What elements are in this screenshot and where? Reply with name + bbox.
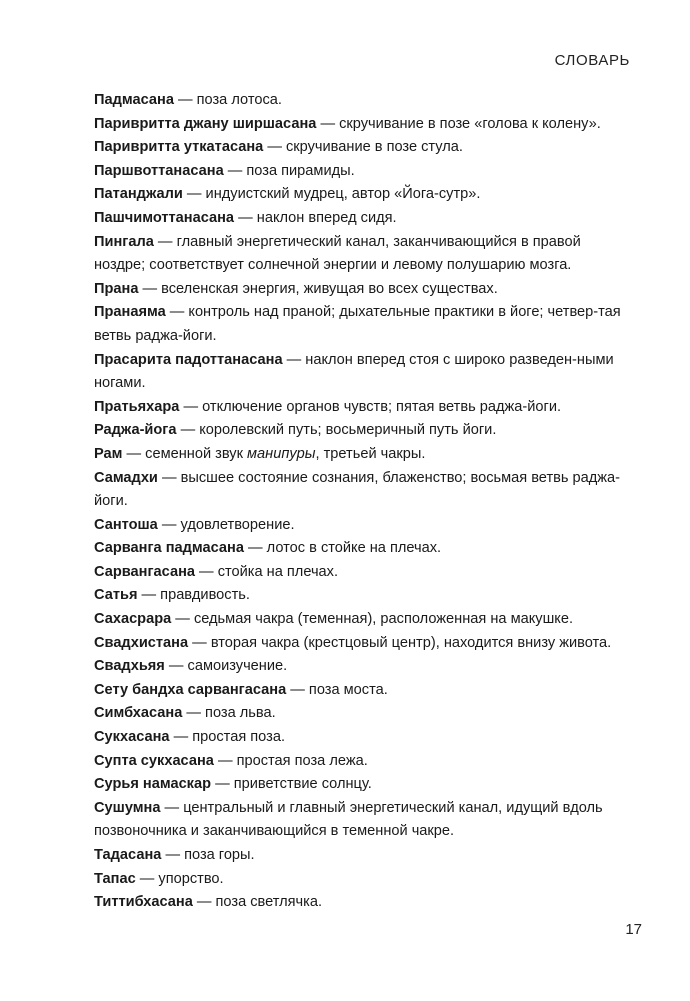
glossary-definition [188,658,288,674]
glossary-entry [94,726,624,750]
glossary-list [94,89,624,915]
definition-text: поза горы. [184,847,255,863]
glossary-term: Пашчимоттанасана [94,209,235,226]
term-dash: — [316,115,340,132]
term-dash: — [223,162,247,179]
glossary-term: Раджа-йога [94,422,177,439]
glossary-entry [94,655,624,679]
glossary-entry [94,160,624,184]
glossary-entry [94,136,624,160]
term-dash: — [286,681,309,698]
glossary-term: Паршвоттанасана [94,162,224,179]
term-dash: — [282,351,306,368]
glossary-entry [94,679,624,703]
glossary-term: Сарванга падмасана [94,540,244,557]
definition-text: поза моста. [308,681,388,698]
glossary-term: Сантоша [94,516,158,533]
glossary-entry [94,632,624,656]
glossary-definition [194,611,573,627]
term-dash: — [169,729,193,746]
glossary-definition [160,587,250,603]
definition-text: семенной звук [145,445,248,462]
definition-text: упорство. [158,870,224,887]
glossary-definition [339,116,601,132]
definition-text: удовлетворение. [180,516,295,533]
glossary-definition [309,682,388,698]
definition-text: простая поза лежа. [236,752,368,769]
glossary-definition [234,776,372,792]
glossary-entry [94,561,624,585]
glossary-term: Тадасана [94,847,162,863]
term-dash: — [122,445,146,462]
glossary-entry [94,207,624,231]
term-dash: — [195,563,218,580]
definition-text: главный энергетический канал, заканчивающийся в правой ноздре; соответствует солнечной энергии и левому полушарию мозга. [94,233,581,274]
glossary-entry [94,443,624,467]
definition-text-tail: , третьей чакры. [315,445,426,462]
definition-text: вторая чакра (крестцовый центр), находится внизу живота. [210,634,612,651]
glossary-definition [202,399,561,415]
term-dash: — [263,139,286,156]
glossary-entry [94,537,624,561]
glossary-definition [218,564,338,580]
term-dash: — [165,304,189,321]
glossary-term: Прасарита падоттанасана [94,351,283,368]
glossary-term: Симбхасана [94,705,183,722]
glossary-definition [286,139,463,155]
glossary-entry [94,608,624,632]
glossary-definition [184,847,255,863]
term-dash: — [137,587,161,604]
glossary-definition [216,894,323,910]
glossary-entry [94,702,624,726]
glossary-entry [94,113,624,137]
term-dash: — [173,92,197,108]
definition-text: лотос в стойке на плечах. [266,540,442,557]
definition-text: королевский путь; восьмеричный путь йоги. [199,422,497,439]
glossary-term: Патанджали [94,186,183,203]
glossary-definition [257,210,397,226]
definition-text: центральный и главный энергетический канал, идущий вдоль позвоночника и заканчивающийся в теменной чакре. [94,799,603,840]
glossary-entry [94,891,624,915]
term-dash: — [176,422,200,439]
term-dash: — [157,469,181,486]
term-dash: — [171,611,194,628]
definition-text: поза пирамиды. [246,162,355,179]
term-dash: — [135,870,159,887]
glossary-entry [94,278,624,302]
term-dash: — [164,658,188,675]
glossary-term: Самадхи [94,469,158,486]
glossary-term: Сахасрара [94,611,172,628]
term-dash: — [179,398,203,415]
glossary-entry [94,750,624,774]
definition-italic-text: манипуры [247,445,316,462]
definition-text: приветствие солнцу. [233,776,372,793]
definition-text: скручивание в позе «голова к колену». [339,115,601,132]
definition-text: высшее состояние сознания, блаженство; восьмая ветвь раджа-йоги. [94,469,621,510]
glossary-entry [94,773,624,797]
term-dash: — [243,540,267,557]
glossary-term: Прана [94,280,139,297]
definition-text: наклон вперед стоя с широко разведен-ными ногами. [94,351,614,392]
glossary-term: Паривритта джану ширшасана [94,115,317,132]
definition-text: стойка на плечах. [217,563,339,580]
term-dash: — [182,186,206,203]
term-dash: — [188,634,211,651]
glossary-definition [246,163,354,179]
running-header: СЛОВАРЬ [554,52,630,69]
glossary-definition [192,729,285,745]
term-dash: — [160,799,184,816]
glossary-definition [158,871,223,887]
glossary-entry [94,89,624,113]
glossary-term: Сурья намаскар [94,776,212,793]
definition-text: седьмая чакра (теменная), расположенная на макушке. [193,611,573,628]
term-dash: — [213,752,237,769]
term-dash: — [138,280,162,297]
definition-text: простая поза. [192,729,285,746]
glossary-entry [94,467,624,514]
definition-text: самоизучение. [187,658,288,675]
glossary-term: Рам [94,445,123,462]
term-dash: — [157,516,181,533]
glossary-term: Сатья [94,587,138,604]
term-dash: — [211,776,234,793]
glossary-term: Падмасана [94,92,174,108]
glossary-term: Пингала [94,233,154,250]
glossary-definition [211,635,611,651]
glossary-entry [94,797,624,844]
glossary-term: Пранаяма [94,304,166,321]
glossary-entry [94,419,624,443]
glossary-entry [94,868,624,892]
glossary-entry [94,301,624,348]
glossary-definition [197,92,282,108]
glossary-definition [145,446,425,462]
glossary-term: Сету бандха сарвангасана [94,681,287,698]
glossary-entry [94,844,624,868]
glossary-term: Супта сукхасана [94,752,214,769]
term-dash: — [161,847,185,863]
glossary-entry [94,349,624,396]
glossary-entry [94,514,624,538]
glossary-definition [237,753,368,769]
glossary-definition [267,540,441,556]
glossary-term: Свадхьяя [94,658,165,675]
definition-text: наклон вперед сидя. [256,209,397,226]
definition-text: индуистский мудрец, автор «Йога-сутр». [205,186,481,203]
definition-text: контроль над праной; дыхательные практики в йоге; четвер-тая ветвь раджа-йоги. [94,304,621,344]
glossary-term: Пратьяхара [94,398,180,415]
definition-text: правдивость. [160,587,250,604]
definition-text: отключение органов чувств; пятая ветвь раджа-йоги. [202,398,562,415]
definition-text: поза светлячка. [215,894,323,911]
glossary-term: Тапас [94,870,136,887]
glossary-term: Свадхистана [94,634,189,651]
term-dash: — [182,705,206,722]
term-dash: — [234,209,257,226]
glossary-entry [94,396,624,420]
glossary-definition [181,517,295,533]
definition-text: вселенская энергия, живущая во всех существах. [161,280,498,297]
term-dash: — [153,233,177,250]
glossary-definition [199,422,496,438]
glossary-term: Сукхасана [94,729,170,746]
glossary-term: Сарвангасана [94,563,195,580]
definition-text: поза лотоса. [196,92,282,108]
glossary-definition [206,186,481,202]
term-dash: — [192,894,216,911]
glossary-definition [205,705,276,721]
definition-text: поза льва. [205,705,276,722]
glossary-entry [94,231,624,278]
glossary-term: Сушумна [94,799,161,816]
definition-text: скручивание в позе стула. [286,139,463,156]
glossary-entry [94,183,624,207]
glossary-term: Титтибхасана [94,894,193,911]
glossary-entry [94,584,624,608]
glossary-term: Паривритта уткатасана [94,139,264,156]
glossary-definition [161,281,498,297]
page-number: 17 [625,921,642,938]
